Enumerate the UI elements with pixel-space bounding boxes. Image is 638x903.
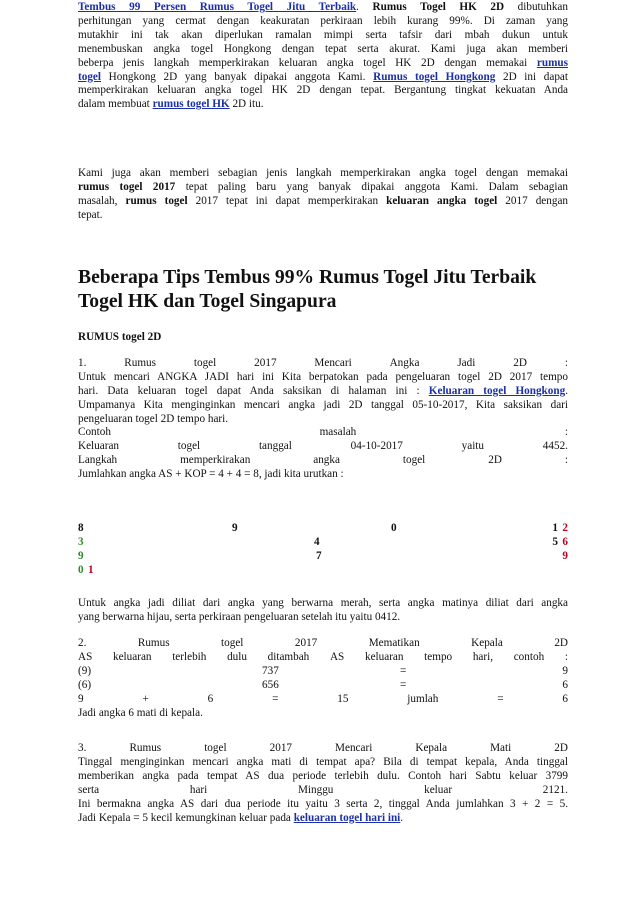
text-p1-l3: mutakhir ini tak akan diperlukan ramalan mimpi serta tafsir dari mbah dukun untuk	[78, 28, 568, 41]
link-rumus-togel-hongkong[interactable]: Rumus togel Hongkong	[373, 70, 496, 83]
text-grid-r3-1: 7	[316, 550, 322, 562]
section-1	[78, 357, 568, 427]
text-s2-w2-8: hari,	[472, 650, 494, 663]
text-s2-w2-6: keluaran	[364, 650, 404, 663]
text-s1-w-2: togel	[193, 357, 217, 369]
grid-row-4	[78, 564, 568, 578]
text-contoh-g-2: angka	[313, 453, 340, 466]
text-grid-r1-2: 0	[391, 522, 397, 534]
text-s2-c2-2: =	[400, 678, 407, 691]
text-grid-r1-3: 1	[552, 522, 558, 534]
text-s2-w2-1: keluaran	[113, 650, 152, 663]
text-p2-l1: Kami juga akan memberi sebagian jenis langkah memperkirakan angka togel dengan memakai	[78, 167, 568, 179]
text-s2-c2-0: (6)	[78, 678, 92, 691]
text-s3-w4-4: 2121.	[542, 783, 568, 796]
text-note-l1: Untuk angka jadi diliat dari angka yang berwarna merah, serta angka matinya diliat dari angka	[78, 597, 568, 609]
text-contoh-k-5: 4452.	[542, 439, 568, 452]
text-s3-l6a: Jadi Kepala = 5 kecil kemungkinan keluar pada	[78, 811, 294, 824]
text-p2-l3e: 2017 dengan	[497, 194, 569, 207]
grid-row-3	[78, 550, 568, 564]
text-s2-w2-4: ditambah	[267, 650, 310, 663]
text-p1-l6d: 2D ini dapat	[495, 70, 568, 83]
text-s2-w-5: Kepala	[471, 637, 503, 649]
text-p2-l3b: rumus togel	[125, 194, 188, 207]
link-rumus-togel-hk[interactable]: rumus togel HK	[152, 98, 230, 111]
text-s2-c3-3: =	[272, 692, 279, 705]
link-keluaran-togel-hongkong[interactable]: Keluaran togel Hongkong	[428, 384, 566, 397]
text-s1-w-4: Mencari	[314, 357, 352, 369]
text-s2-w2-9: contoh	[513, 650, 545, 663]
text-s3-w-7: 2D	[554, 742, 568, 754]
text-s2-w-3: 2017	[294, 637, 318, 649]
subheading	[78, 331, 568, 345]
text-contoh-k-0: Keluaran	[78, 439, 119, 452]
text-s2-c3-2: 6	[207, 692, 214, 705]
text-contoh-j: Jumlahkan angka AS + KOP = 4 + 4 = 8, jadi kita urutkan :	[78, 467, 344, 480]
text-subheading: RUMUS togel 2D	[78, 331, 162, 343]
text-s2-c3-4: 15	[337, 692, 349, 705]
text-grid-r3-0: 9	[78, 550, 84, 562]
text-s3-w-3: 2017	[269, 742, 292, 754]
text-s3-l6c: .	[400, 811, 404, 824]
text-grid-r2-0: 3	[78, 536, 84, 548]
text-s1-w-0: 1.	[78, 357, 87, 369]
text-s3-w4-2: Minggu	[297, 783, 334, 796]
bold-rumus-hk: Rumus Togel HK 2D	[372, 1, 505, 13]
grid-row-1	[78, 522, 568, 536]
text-p1-l6b: Hongkong 2D yang banyak dipakai anggota Kami.	[101, 70, 374, 83]
text-grid-r1-0: 8	[78, 522, 84, 534]
text-s2-w2-7: tempo	[424, 650, 453, 663]
text-s2-c3-0: 9	[78, 692, 84, 705]
text-s1-w-1: Rumus	[124, 357, 156, 369]
text-s1-l2: Untuk mencari ANGKA JADI hari ini Kita berpatokan pada pengeluaran togel 2D 2017 tempo	[78, 370, 568, 383]
text-s2-c3-5: jumlah	[407, 692, 439, 705]
text-s1-w-7: 2D	[513, 357, 527, 369]
text-grid-r2-1: 4	[314, 536, 320, 548]
text-contoh-k-4: yaitu	[461, 439, 485, 452]
text-s2-c1-1: 737	[262, 664, 279, 677]
text-p1-l5a: beberpa jenis langkah memperkirakan keluaran angka togel HK 2D dengan memakai	[78, 56, 537, 69]
grid-row-2	[78, 536, 568, 550]
text-p1-l8a: dalam membuat	[78, 98, 153, 111]
text-grid-r4-0: 0	[78, 564, 84, 576]
text-grid-r2-3: 6	[562, 536, 568, 548]
text-s2-c2-3: 6	[562, 678, 568, 691]
text-s2-w2-0: AS	[78, 650, 93, 663]
text-s2-w-1: Rumus	[137, 637, 170, 649]
text-note-l2: yang berwarna hijau, serta perkiraan pengeluaran setelah itu yaitu 0412.	[78, 610, 401, 623]
text-s2-w-6: 2D	[554, 637, 568, 649]
link-togel[interactable]: togel	[78, 70, 101, 83]
text-s1-w-3: 2017	[254, 357, 277, 369]
text-p1-l7: memperkirakan keluaran angka togel HK 2D dengan tepat. Bergantung tingkat kekuatan Anda	[78, 84, 568, 97]
text-grid-r1-1: 9	[232, 522, 238, 534]
text-s2-c2-1: 656	[262, 678, 279, 691]
text-s2-w2-10: :	[564, 650, 568, 663]
text-grid-r3-2: 9	[562, 550, 568, 562]
text-s2-l6: Jadi angka 6 mati di kepala.	[78, 706, 203, 719]
text-s1-w-6: Jadi	[457, 357, 476, 369]
link-tembus-99[interactable]: Tembus 99 Persen Rumus Togel Jitu Terbaik	[78, 1, 357, 13]
text-s3-w4-1: hari	[189, 783, 208, 796]
link-keluaran-togel-hari-ini[interactable]: keluaran togel hari ini	[293, 811, 401, 824]
example-block	[78, 426, 568, 482]
text-p1-l1d: dibutuhkan	[504, 1, 568, 13]
section-1-title	[78, 357, 568, 371]
text-s3-w-2: togel	[204, 742, 227, 754]
text-s3-w-4: Mencari	[335, 742, 373, 754]
text-s2-w-0: 2.	[78, 637, 87, 649]
text-s2-w2-3: dulu	[227, 650, 247, 663]
text-s2-c1-2: =	[400, 664, 407, 677]
text-grid-r1-4: 2	[562, 522, 568, 534]
text-s3-w4-0: serta	[78, 783, 100, 796]
text-heading-line2: Togel HK dan Togel Singapura	[78, 290, 337, 312]
text-contoh-g-3: togel	[402, 453, 426, 466]
text-s1-w-8: :	[564, 357, 568, 369]
text-heading-line1: Beberapa Tips Tembus 99% Rumus Togel Jitu Terbaik	[78, 267, 537, 288]
text-contoh-k-3: 04-10-2017	[350, 439, 403, 452]
text-contoh-g-0: Langkah	[78, 453, 118, 466]
number-grid	[78, 522, 568, 578]
text-s1-l3a: hari. Data keluaran togel dapat Anda saksikan di halaman ini :	[78, 384, 429, 397]
second-paragraph	[78, 167, 568, 223]
text-contoh-g-4: 2D	[488, 453, 502, 466]
text-grid-r4-1: 1	[88, 564, 94, 576]
text-s2-c3-6: =	[497, 692, 504, 705]
text-s3-l2: Tinggal menginginkan mencari angka mati di tempat apa? Bila di tempat kepala, Anda tinggal	[78, 755, 568, 768]
text-p2-l4: tepat.	[78, 208, 103, 221]
text-s2-w-2: togel	[221, 637, 244, 649]
text-p1-l4: menembuskan angka togel Hongkong dengan tepat serta akurat. Kami juga akan memberi	[78, 42, 568, 55]
text-contoh-k-1: togel	[177, 439, 201, 452]
text-contoh-w-2: :	[564, 426, 568, 438]
text-p2-l2b: tepat paling baru yang banyak dipakai anggota Kami. Dalam sebagian	[175, 180, 569, 193]
text-s3-w-5: Kepala	[415, 742, 448, 754]
text-s3-w-1: Rumus	[129, 742, 162, 754]
note-paragraph	[78, 597, 568, 625]
text-s3-l3: memberikan angka pada tempat AS dua periode terlebih dulu. Contoh hari Sabtu keluar 3799	[78, 769, 568, 782]
text-contoh-k-2: tanggal	[258, 439, 292, 452]
text-s2-w2-5: AS	[329, 650, 345, 663]
text-s3-w4-3: keluar	[424, 783, 453, 796]
text-contoh-w-0: Contoh	[78, 426, 111, 438]
text-s2-c3-7: 6	[562, 692, 568, 705]
text-p2-l3a: masalah,	[78, 194, 126, 207]
text-s1-l3c: .	[565, 384, 568, 397]
text-p1-l8c: 2D itu.	[229, 98, 264, 111]
text-s3-l5: Ini bermakna angka AS dari dua periode itu yaitu 3 serta 2, tinggal Anda jumlahkan 3 + 2 = 5.	[78, 797, 568, 810]
text-s2-w-4: Mematikan	[368, 637, 420, 649]
text-p2-l3d: keluaran angka togel	[386, 194, 498, 207]
text-s3-w-6: Mati	[490, 742, 512, 754]
text-s2-c3-1: +	[142, 692, 149, 705]
intro-paragraph	[78, 1, 568, 112]
text-p2-l2a: rumus togel 2017	[78, 180, 176, 193]
text-s1-l4: Umpamanya Kita menginginkan mencari angka jadi 2D tanggal 05-10-2017, Kita saksikan dari	[78, 398, 568, 411]
section-heading	[78, 266, 568, 313]
text-contoh-g-1: memperkirakan	[180, 453, 251, 466]
text-s2-c1-3: 9	[562, 664, 568, 677]
text-grid-r2-2: 5	[552, 536, 558, 548]
text-contoh-w-1: masalah	[319, 426, 357, 438]
link-rumus[interactable]: rumus	[536, 56, 568, 69]
text-p2-l3c: 2017 tepat ini dapat memperkirakan	[187, 194, 387, 207]
text-s1-w-5: Angka	[389, 357, 420, 369]
text-s2-c1-0: (9)	[78, 664, 92, 677]
text-s2-w2-2: terlebih	[172, 650, 207, 663]
text-contoh-g-5: :	[564, 453, 568, 466]
text-s1-l5: pengeluaran togel 2D tempo hari.	[78, 412, 229, 425]
text-s3-w-0: 3.	[78, 742, 87, 754]
text-p1-l2: perhitungan yang cermat dengan keakuratan perkiraan lebih kurang 99%. Di zaman yang	[78, 14, 568, 27]
section-2	[78, 637, 568, 721]
text-p1-l1b: .	[356, 1, 373, 13]
section-3	[78, 742, 568, 825]
